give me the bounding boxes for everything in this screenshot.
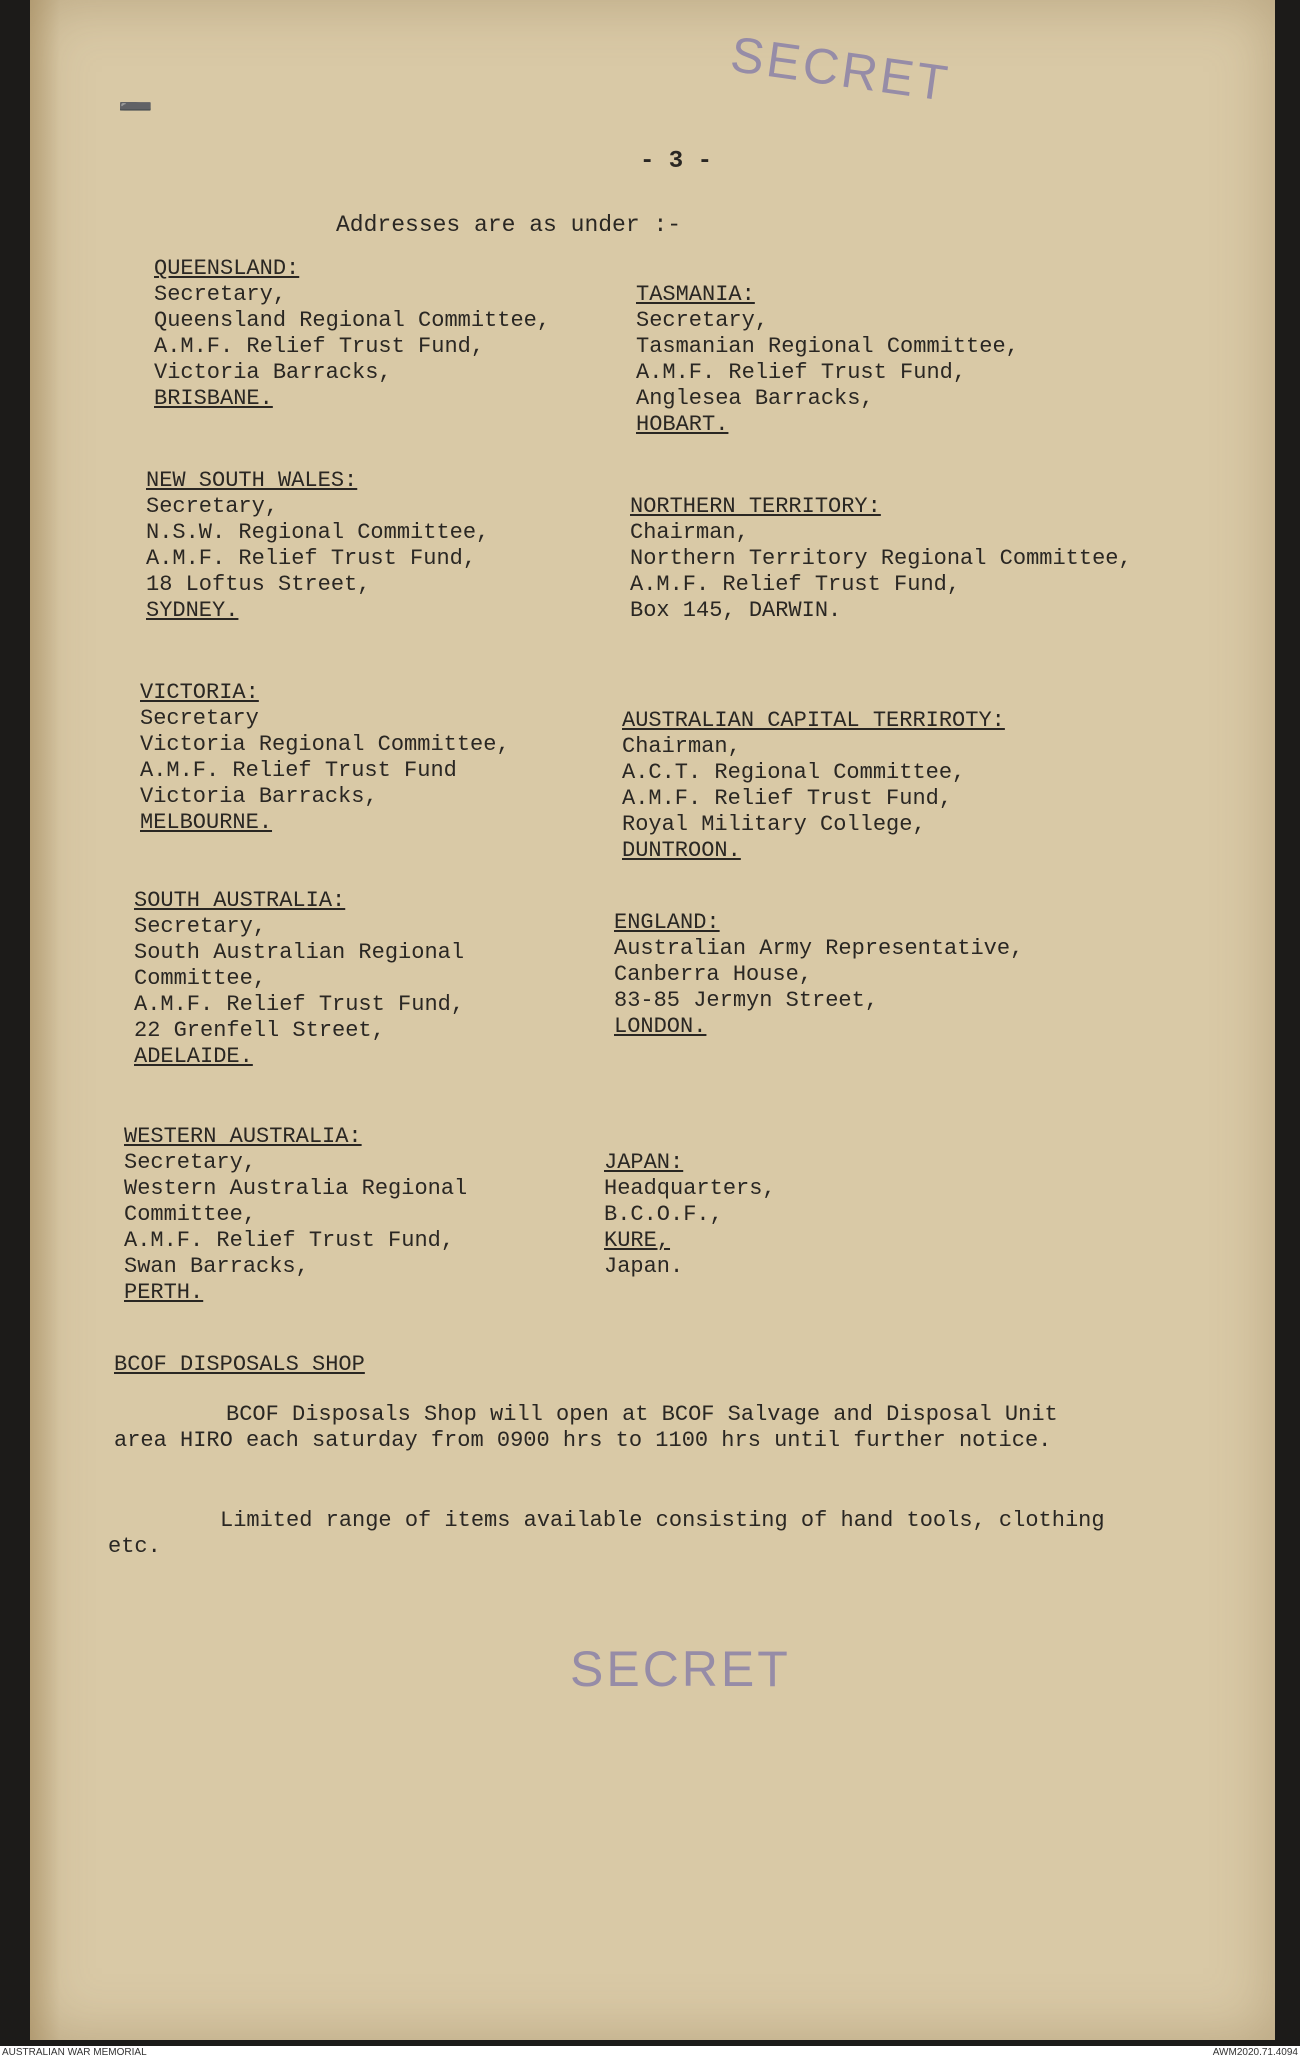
address-line: 18 Loftus Street, bbox=[146, 572, 371, 597]
address-australian-capital-territory bbox=[622, 708, 1005, 864]
section-heading: BCOF DISPOSALS SHOP bbox=[114, 1352, 365, 1377]
address-line: Committee, bbox=[134, 966, 267, 991]
address-heading: ENGLAND: bbox=[614, 910, 720, 935]
address-northern-territory bbox=[630, 494, 1132, 624]
address-line: B.C.O.F., bbox=[604, 1202, 723, 1227]
address-city: PERTH. bbox=[124, 1280, 204, 1305]
address-line: A.M.F. Relief Trust Fund, bbox=[124, 1228, 455, 1253]
address-line: Box 145, DARWIN. bbox=[630, 598, 842, 623]
address-heading: SOUTH AUSTRALIA: bbox=[134, 888, 346, 913]
address-heading: VICTORIA: bbox=[140, 680, 259, 705]
address-city: ADELAIDE. bbox=[134, 1044, 253, 1069]
address-line: Victoria Regional Committee, bbox=[140, 732, 510, 757]
paragraph-line: BCOF Disposals Shop will open at BCOF Salvage and Disposal Unit bbox=[226, 1402, 1058, 1427]
address-city: LONDON. bbox=[614, 1014, 707, 1039]
address-line: N.S.W. Regional Committee, bbox=[146, 520, 490, 545]
address-city: HOBART. bbox=[636, 412, 729, 437]
address-line: A.M.F. Relief Trust Fund, bbox=[146, 546, 477, 571]
secret-stamp-top: SECRET bbox=[727, 25, 954, 113]
address-line: A.M.F. Relief Trust Fund, bbox=[630, 572, 961, 597]
address-line: A.M.F. Relief Trust Fund, bbox=[154, 334, 485, 359]
address-city: DUNTROON. bbox=[622, 838, 741, 863]
address-line: Secretary, bbox=[154, 282, 287, 307]
address-line: Queensland Regional Committee, bbox=[154, 308, 551, 333]
address-heading: QUEENSLAND: bbox=[154, 256, 300, 281]
secret-stamp-bottom: SECRET bbox=[570, 1641, 791, 1697]
address-line: A.M.F. Relief Trust Fund, bbox=[622, 786, 953, 811]
intro-line: Addresses are as under :- bbox=[336, 212, 682, 238]
address-line: Victoria Barracks, bbox=[154, 360, 392, 385]
address-line: KURE, bbox=[604, 1228, 671, 1253]
paragraph-line: etc. bbox=[108, 1534, 161, 1559]
paragraph-line: area HIRO each saturday from 0900 hrs to 1100 hrs until further notice. bbox=[114, 1428, 1052, 1453]
address-line: Committee, bbox=[124, 1202, 257, 1227]
address-line: A.C.T. Regional Committee, bbox=[622, 760, 966, 785]
address-line: Secretary, bbox=[146, 494, 279, 519]
address-tasmania bbox=[636, 282, 1019, 438]
address-japan bbox=[604, 1150, 776, 1280]
address-city: MELBOURNE. bbox=[140, 810, 273, 835]
address-line: Northern Territory Regional Committee, bbox=[630, 546, 1132, 571]
archive-reference: AWM2020.71.4094 bbox=[1212, 2047, 1298, 2058]
items-paragraph bbox=[108, 1508, 1105, 1560]
address-line: Chairman, bbox=[622, 734, 741, 759]
address-line: Secretary, bbox=[636, 308, 769, 333]
address-line: Japan. bbox=[604, 1254, 684, 1279]
address-line: South Australian Regional bbox=[134, 940, 465, 965]
address-western-australia bbox=[124, 1124, 467, 1306]
disposals-paragraph bbox=[114, 1402, 1058, 1454]
address-line: Swan Barracks, bbox=[124, 1254, 309, 1279]
address-heading: NEW SOUTH WALES: bbox=[146, 468, 358, 493]
archive-name: AUSTRALIAN WAR MEMORIAL bbox=[2, 2047, 147, 2058]
address-queensland bbox=[154, 256, 550, 412]
address-heading: JAPAN: bbox=[604, 1150, 684, 1175]
pen-mark: ➖ bbox=[118, 94, 153, 125]
address-line: Western Australia Regional bbox=[124, 1176, 468, 1201]
address-line: Secretary, bbox=[134, 914, 267, 939]
address-line: A.M.F. Relief Trust Fund, bbox=[134, 992, 465, 1017]
address-line: A.M.F. Relief Trust Fund, bbox=[636, 360, 967, 385]
address-line: Australian Army Representative, bbox=[614, 936, 1024, 961]
paragraph-line: Limited range of items available consisting of hand tools, clothing bbox=[220, 1508, 1105, 1533]
address-city: SYDNEY. bbox=[146, 598, 239, 623]
address-victoria bbox=[140, 680, 510, 836]
address-line: Secretary, bbox=[124, 1150, 257, 1175]
address-line: 83-85 Jermyn Street, bbox=[614, 988, 879, 1013]
address-line: A.M.F. Relief Trust Fund bbox=[140, 758, 457, 783]
address-line: 22 Grenfell Street, bbox=[134, 1018, 385, 1043]
document-page bbox=[30, 0, 1275, 2040]
address-city: BRISBANE. bbox=[154, 386, 273, 411]
address-heading: AUSTRALIAN CAPITAL TERRIROTY: bbox=[622, 708, 1005, 733]
address-line: Chairman, bbox=[630, 520, 749, 545]
address-line: Headquarters, bbox=[604, 1176, 776, 1201]
address-heading: NORTHERN TERRITORY: bbox=[630, 494, 881, 519]
address-heading: TASMANIA: bbox=[636, 282, 755, 307]
address-line: Victoria Barracks, bbox=[140, 784, 378, 809]
address-line: Royal Military College, bbox=[622, 812, 926, 837]
address-line: Secretary bbox=[140, 706, 259, 731]
archive-footer bbox=[0, 2046, 1300, 2061]
address-heading: WESTERN AUSTRALIA: bbox=[124, 1124, 362, 1149]
address-line: Anglesea Barracks, bbox=[636, 386, 874, 411]
address-line: Canberra House, bbox=[614, 962, 813, 987]
page-number: - 3 - bbox=[640, 148, 713, 175]
address-england bbox=[614, 910, 1023, 1040]
address-line: Tasmanian Regional Committee, bbox=[636, 334, 1019, 359]
address-new-south-wales bbox=[146, 468, 489, 624]
address-south-australia bbox=[134, 888, 464, 1070]
